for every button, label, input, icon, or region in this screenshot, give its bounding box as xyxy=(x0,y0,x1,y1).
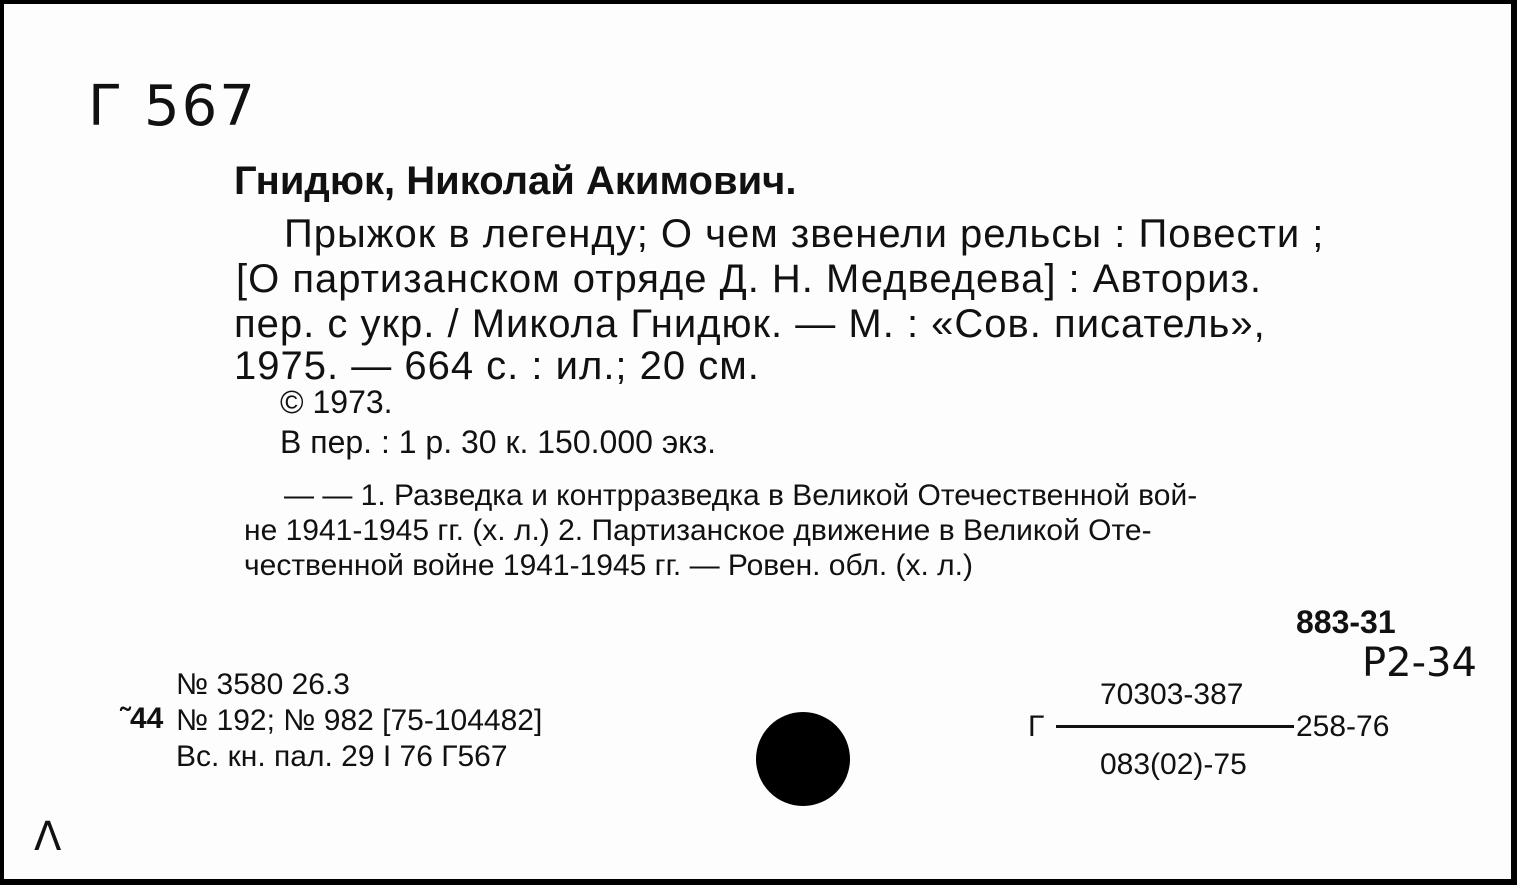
price-line: В пер. : 1 р. 30 к. 150.000 экз. xyxy=(280,424,717,460)
catalog-card xyxy=(4,4,1511,879)
order-line-1: № 3580 26.3 xyxy=(176,668,350,701)
title-line-1: Прыжок в легенду; О чем звенели рельсы : Повести ; xyxy=(284,212,1325,256)
formula-denominator: 083(02)-75 xyxy=(1100,748,1247,781)
title-line-2: [О партизанском отряде Д. Н. Медведева] : Авториз. xyxy=(236,257,1262,301)
formula-numerator: 70303-387 xyxy=(1100,678,1244,711)
title-line-3: пер. с укр. / Микола Гнидюк. — М. : «Сов. писатель», xyxy=(234,302,1266,346)
formula-right: 258-76 xyxy=(1296,710,1390,743)
order-line-3: Вс. кн. пал. 29 I 76 Г567 xyxy=(176,740,508,773)
subject-line-2: не 1941-1945 гг. (х. л.) 2. Партизанское движение в Великой Оте- xyxy=(244,514,1152,547)
formula-rule xyxy=(1056,725,1294,728)
punch-hole xyxy=(756,712,850,806)
title-line-4: 1975. — 664 с. : ил.; 20 см. xyxy=(234,344,760,388)
subject-line-3: чественной войне 1941-1945 гг. — Ровен. обл. (х. л.) xyxy=(244,549,973,582)
call-number: Г 567 xyxy=(88,74,257,139)
classification-code: 883-31 xyxy=(1296,604,1396,640)
corner-handwritten-mark: Λ xyxy=(34,814,62,860)
handwritten-class-mark: Р2-34 xyxy=(1362,640,1477,686)
order-prefix: ˜44 xyxy=(120,702,164,735)
order-line-2: № 192; № 982 [75-104482] xyxy=(176,704,543,737)
formula-letter: Г xyxy=(1028,710,1045,743)
copyright-line: © 1973. xyxy=(280,384,393,420)
author-heading: Гнидюк, Николай Акимович. xyxy=(234,159,797,203)
subject-line-1: — — 1. Разведка и контрразведка в Великой Отечественной вой- xyxy=(284,479,1198,512)
